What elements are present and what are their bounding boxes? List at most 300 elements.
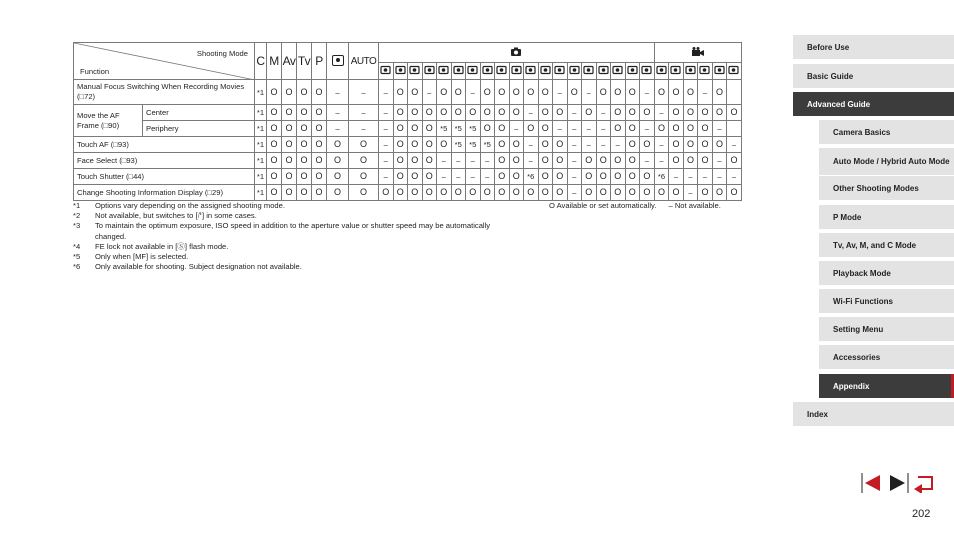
footnote-text: Only when [MF] is selected. — [95, 252, 189, 262]
sports-icon — [422, 63, 437, 80]
table-cell: O — [538, 153, 553, 169]
table-cell: O — [596, 153, 611, 169]
table-cell: – — [422, 80, 437, 105]
table-cell — [727, 121, 742, 137]
table-cell: *5 — [451, 137, 466, 153]
function-label: Touch Shutter (□44) — [74, 169, 255, 185]
movie-star-icon — [727, 63, 742, 80]
table-cell: – — [327, 121, 349, 137]
table-cell: O — [669, 105, 684, 121]
sidebar-item-appendix[interactable]: Appendix — [819, 374, 954, 398]
table-cell: O — [267, 153, 282, 169]
table-cell: O — [312, 169, 327, 185]
table-cell: – — [437, 169, 452, 185]
table-cell: O — [312, 137, 327, 153]
table-cell: O — [567, 80, 582, 105]
table-cell: – — [327, 105, 349, 121]
sidebar-item-p-mode[interactable]: P Mode — [819, 205, 954, 229]
sidebar-item-index[interactable]: Index — [793, 402, 954, 426]
sidebar-item-before-use[interactable]: Before Use — [793, 35, 954, 59]
footnote — [73, 221, 493, 241]
table-cell: O — [349, 169, 379, 185]
table-row — [74, 121, 742, 137]
next-page-icon[interactable] — [886, 473, 910, 493]
mode-auto-header: AUTO — [349, 43, 379, 80]
table-cell: – — [596, 105, 611, 121]
table-cell: – — [349, 121, 379, 137]
table-cell: – — [654, 137, 669, 153]
footnote — [73, 252, 493, 262]
sub-function-label: Center — [143, 105, 255, 121]
table-cell: – — [379, 169, 394, 185]
toy-camera-icon — [567, 63, 582, 80]
table-cell: O — [437, 137, 452, 153]
table-cell: O — [596, 169, 611, 185]
sub-function-label: Periphery — [143, 121, 255, 137]
table-cell: O — [625, 185, 640, 201]
table-cell: – — [640, 121, 655, 137]
table-cell: – — [712, 169, 727, 185]
table-cell: – — [466, 80, 481, 105]
table-cell: O — [297, 80, 312, 105]
table-cell: – — [379, 121, 394, 137]
table-cell: O — [683, 80, 698, 105]
table-cell: O — [422, 185, 437, 201]
page-navigation — [860, 473, 936, 493]
table-cell: – — [654, 153, 669, 169]
table-cell: O — [349, 185, 379, 201]
table-cell: O — [495, 105, 510, 121]
table-cell: O — [422, 169, 437, 185]
table-cell: O — [297, 153, 312, 169]
table-cell: O — [669, 121, 684, 137]
table-cell: O — [509, 153, 524, 169]
table-cell: O — [282, 137, 297, 153]
table-cell: O — [669, 185, 684, 201]
table-cell: *1 — [255, 185, 267, 201]
movie-standard-icon — [669, 63, 684, 80]
table-cell: O — [553, 137, 568, 153]
table-cell: O — [509, 105, 524, 121]
portrait-icon — [379, 63, 394, 80]
table-cell: O — [625, 153, 640, 169]
sidebar-item-other-shooting-modes[interactable]: Other Shooting Modes — [819, 176, 954, 200]
smooth-skin-icon — [393, 63, 408, 80]
table-cell: O — [480, 80, 495, 105]
table-cell: *1 — [255, 121, 267, 137]
table-row — [74, 169, 742, 185]
table-cell: O — [654, 121, 669, 137]
table-cell: O — [297, 105, 312, 121]
table-cell: O — [282, 105, 297, 121]
table-cell: O — [640, 169, 655, 185]
table-cell: O — [712, 185, 727, 201]
legend-not-available: – Not available. — [668, 201, 721, 210]
table-cell: O — [393, 80, 408, 105]
footnote-text: FE lock not available in [Ⓢ] flash mode. — [95, 241, 229, 251]
table-cell: O — [611, 169, 626, 185]
table-cell: O — [379, 185, 394, 201]
table-cell: O — [495, 153, 510, 169]
table-cell: – — [567, 169, 582, 185]
table-cell: O — [538, 185, 553, 201]
movie-manual-icon — [683, 63, 698, 80]
sidebar-item-playback-mode[interactable]: Playback Mode — [819, 261, 954, 285]
table-cell: *5 — [451, 121, 466, 137]
table-cell: – — [596, 137, 611, 153]
table-cell: O — [640, 105, 655, 121]
table-cell: O — [582, 153, 597, 169]
mode-m-header: M — [267, 43, 282, 80]
table-cell: O — [327, 185, 349, 201]
table-cell: – — [567, 137, 582, 153]
return-icon[interactable] — [912, 473, 936, 493]
table-cell: – — [669, 169, 684, 185]
table-cell: O — [698, 121, 713, 137]
table-cell: – — [349, 105, 379, 121]
table-cell: – — [640, 80, 655, 105]
table-cell: O — [312, 105, 327, 121]
table-cell — [727, 80, 742, 105]
table-cell: O — [582, 105, 597, 121]
function-label: Move the AF Frame (□90) — [74, 105, 143, 137]
table-cell: – — [451, 153, 466, 169]
table-cell: – — [480, 169, 495, 185]
table-cell: *5 — [466, 121, 481, 137]
table-cell: O — [524, 121, 539, 137]
table-cell: O — [611, 80, 626, 105]
table-cell: O — [669, 80, 684, 105]
table-cell: O — [437, 185, 452, 201]
table-cell: O — [422, 137, 437, 153]
table-cell: O — [495, 169, 510, 185]
table-row — [74, 153, 742, 169]
table-cell: *5 — [437, 121, 452, 137]
table-cell: – — [524, 153, 539, 169]
table-cell: *6 — [654, 169, 669, 185]
footnote-text: Only available for shooting. Subject designation not available. — [95, 262, 302, 272]
table-cell: O — [408, 121, 423, 137]
table-cell: O — [698, 185, 713, 201]
table-cell: O — [509, 185, 524, 201]
self-portrait-icon — [611, 63, 626, 80]
mode-c-header: C — [255, 43, 267, 80]
table-cell: O — [495, 121, 510, 137]
table-cell: O — [712, 137, 727, 153]
table-cell: O — [466, 185, 481, 201]
table-cell: – — [698, 80, 713, 105]
table-cell: O — [538, 169, 553, 185]
mode-p-header: P — [312, 43, 327, 80]
table-cell: O — [538, 137, 553, 153]
sidebar-item-wi-fi-functions[interactable]: Wi-Fi Functions — [819, 289, 954, 313]
table-cell: O — [312, 153, 327, 169]
table-cell: – — [553, 80, 568, 105]
header-mode-label: Shooting Mode — [196, 49, 248, 58]
table-cell: O — [582, 185, 597, 201]
table-cell: O — [267, 169, 282, 185]
table-cell: O — [625, 80, 640, 105]
table-cell: – — [379, 153, 394, 169]
table-cell: O — [393, 153, 408, 169]
table-cell: O — [282, 185, 297, 201]
soft-focus-icon — [582, 63, 597, 80]
table-cell: *6 — [524, 169, 539, 185]
table-cell: O — [393, 169, 408, 185]
table-cell: O — [538, 80, 553, 105]
table-cell: – — [553, 121, 568, 137]
movie-camera-icon — [654, 43, 741, 63]
table-cell: O — [712, 105, 727, 121]
watercolor-icon — [553, 63, 568, 80]
table-cell: – — [524, 105, 539, 121]
table-cell: *1 — [255, 169, 267, 185]
table-cell: O — [669, 153, 684, 169]
table-cell: – — [611, 137, 626, 153]
table-cell: O — [393, 137, 408, 153]
table-cell: O — [509, 137, 524, 153]
table-cell: O — [393, 121, 408, 137]
table-cell: O — [422, 105, 437, 121]
table-cell: O — [267, 121, 282, 137]
footnote-mark: *4 — [73, 241, 81, 251]
table-header-row — [74, 43, 742, 63]
table-cell: O — [282, 169, 297, 185]
table-cell: – — [466, 153, 481, 169]
table-cell: – — [567, 153, 582, 169]
table-cell: O — [698, 153, 713, 169]
table-cell: O — [480, 185, 495, 201]
table-cell: O — [509, 80, 524, 105]
table-cell: O — [408, 105, 423, 121]
table-cell: *1 — [255, 137, 267, 153]
footnote-text: Options vary depending on the assigned shooting mode. — [95, 201, 285, 210]
table-cell: *5 — [466, 137, 481, 153]
footnote-mark: *6 — [73, 262, 81, 272]
table-cell: O — [727, 105, 742, 121]
table-cell: – — [437, 153, 452, 169]
table-cell: O — [524, 80, 539, 105]
table-cell: O — [282, 153, 297, 169]
footnote — [73, 242, 493, 252]
table-cell: O — [727, 185, 742, 201]
table-cell: O — [553, 169, 568, 185]
table-cell: O — [640, 137, 655, 153]
art-bold-icon — [538, 63, 553, 80]
table-cell: O — [611, 105, 626, 121]
prev-page-icon[interactable] — [860, 473, 884, 493]
table-cell: O — [408, 185, 423, 201]
table-cell: O — [267, 105, 282, 121]
table-row — [74, 137, 742, 153]
table-cell: O — [553, 185, 568, 201]
table-cell: O — [596, 185, 611, 201]
table-cell: O — [393, 185, 408, 201]
footnote — [73, 262, 493, 272]
table-cell: O — [408, 80, 423, 105]
header-function-label: Function — [80, 67, 110, 76]
table-cell: – — [596, 121, 611, 137]
fireworks-icon — [509, 63, 524, 80]
table-cell: – — [451, 169, 466, 185]
footnote — [73, 201, 493, 211]
table-cell: O — [509, 169, 524, 185]
table-cell: O — [422, 121, 437, 137]
table-cell: – — [524, 137, 539, 153]
table-cell: – — [327, 80, 349, 105]
fisheye-icon — [524, 63, 539, 80]
page-number: 202 — [912, 508, 931, 520]
table-cell: O — [297, 169, 312, 185]
table-cell: O — [327, 153, 349, 169]
underwater-icon — [640, 63, 655, 80]
legend-available: O Available or set automatically. — [549, 201, 657, 210]
food-icon — [451, 63, 466, 80]
table-cell: O — [524, 185, 539, 201]
table-cell: O — [480, 121, 495, 137]
footnote-text: Not available, but switches to [⭚] in some cases. — [95, 211, 257, 221]
table-cell: O — [669, 137, 684, 153]
table-cell: O — [451, 80, 466, 105]
table-row — [74, 80, 742, 105]
header-corner-cell — [74, 43, 255, 80]
sidebar-item-accessories[interactable]: Accessories — [819, 345, 954, 369]
table-cell: O — [727, 153, 742, 169]
table-cell: *5 — [480, 137, 495, 153]
table-cell: *1 — [255, 153, 267, 169]
table-cell: O — [297, 185, 312, 201]
table-cell: O — [698, 105, 713, 121]
table-cell: O — [312, 121, 327, 137]
table-cell: O — [267, 137, 282, 153]
table-cell: O — [297, 121, 312, 137]
table-cell: O — [267, 185, 282, 201]
table-body — [74, 80, 742, 201]
table-cell: – — [683, 185, 698, 201]
closeup-icon — [437, 63, 452, 80]
table-cell: O — [267, 80, 282, 105]
table-cell: O — [451, 185, 466, 201]
table-row — [74, 185, 742, 201]
table-cell: – — [582, 121, 597, 137]
table-cell: O — [437, 105, 452, 121]
table-cell: – — [582, 80, 597, 105]
table-cell: – — [567, 121, 582, 137]
landscape-icon — [408, 63, 423, 80]
sidebar-item-setting-menu[interactable]: Setting Menu — [819, 317, 954, 341]
table-cell: O — [495, 137, 510, 153]
table-cell: O — [712, 80, 727, 105]
table-cell: – — [640, 153, 655, 169]
table-cell: O — [625, 169, 640, 185]
footnote-mark: *3 — [73, 221, 81, 231]
table-cell: O — [553, 105, 568, 121]
sidebar-item-tv-av-m-and-c-mode[interactable]: Tv, Av, M, and C Mode — [819, 233, 954, 257]
table-cell: O — [437, 80, 452, 105]
function-label: Touch AF (□93) — [74, 137, 255, 153]
mode-tv-header: Tv — [297, 43, 312, 80]
table-cell: O — [422, 153, 437, 169]
shooting-mode-table — [73, 42, 742, 201]
table-cell: O — [683, 105, 698, 121]
table-cell: O — [312, 185, 327, 201]
table-cell: O — [683, 153, 698, 169]
table-cell: – — [379, 105, 394, 121]
table-cell: – — [654, 105, 669, 121]
table-cell: – — [727, 169, 742, 185]
table-cell: – — [582, 137, 597, 153]
mode-hybrid-auto-icon — [327, 43, 349, 80]
table-cell: O — [408, 169, 423, 185]
table-cell: O — [654, 80, 669, 105]
table-cell: O — [625, 105, 640, 121]
table-cell: – — [698, 169, 713, 185]
table-cell: O — [349, 153, 379, 169]
handheld-night-icon — [625, 63, 640, 80]
footnote-mark: *5 — [73, 252, 81, 262]
footnotes — [73, 201, 493, 272]
sidebar-item-advanced-guide[interactable]: Advanced Guide — [793, 92, 954, 116]
legend — [549, 201, 731, 210]
table-cell: O — [451, 105, 466, 121]
table-cell: O — [611, 121, 626, 137]
table-cell: – — [379, 137, 394, 153]
table-cell: – — [712, 153, 727, 169]
table-cell: *1 — [255, 105, 267, 121]
table-cell: O — [683, 121, 698, 137]
table-cell: O — [538, 121, 553, 137]
table-cell: O — [683, 137, 698, 153]
footnote-mark: *2 — [73, 211, 81, 221]
sidebar-item-camera-basics[interactable]: Camera Basics — [819, 120, 954, 144]
table-cell: – — [480, 153, 495, 169]
table-cell: – — [466, 169, 481, 185]
table-cell: O — [640, 185, 655, 201]
table-cell: O — [553, 153, 568, 169]
still-camera-icon — [379, 43, 655, 63]
movie-short-clip-icon — [712, 63, 727, 80]
table-cell: O — [495, 185, 510, 201]
table-cell: O — [582, 169, 597, 185]
table-cell: *1 — [255, 80, 267, 105]
star-icon — [480, 63, 495, 80]
table-cell: – — [683, 169, 698, 185]
table-cell: O — [349, 137, 379, 153]
table-cell: O — [408, 137, 423, 153]
table-cell: O — [393, 105, 408, 121]
table-cell: O — [327, 169, 349, 185]
function-label: Face Select (□93) — [74, 153, 255, 169]
footnote — [73, 211, 493, 221]
table-cell: – — [379, 80, 394, 105]
table-cell: O — [297, 137, 312, 153]
table-cell: – — [727, 137, 742, 153]
table-cell: O — [654, 185, 669, 201]
table-row — [74, 105, 742, 121]
monochrome-icon — [596, 63, 611, 80]
function-label: Change Shooting Information Display (□29) — [74, 185, 255, 201]
table-cell: O — [408, 153, 423, 169]
table-cell: O — [625, 137, 640, 153]
table-cell: – — [712, 121, 727, 137]
table-cell: O — [466, 105, 481, 121]
function-label: Manual Focus Switching When Recording Movies (□72) — [74, 80, 255, 105]
table-cell: O — [312, 80, 327, 105]
table-cell: O — [611, 153, 626, 169]
sidebar-item-auto-mode-hybrid-auto-mode[interactable]: Auto Mode / Hybrid Auto Mode — [819, 148, 954, 175]
table-cell: – — [567, 105, 582, 121]
sidebar-item-basic-guide[interactable]: Basic Guide — [793, 64, 954, 88]
